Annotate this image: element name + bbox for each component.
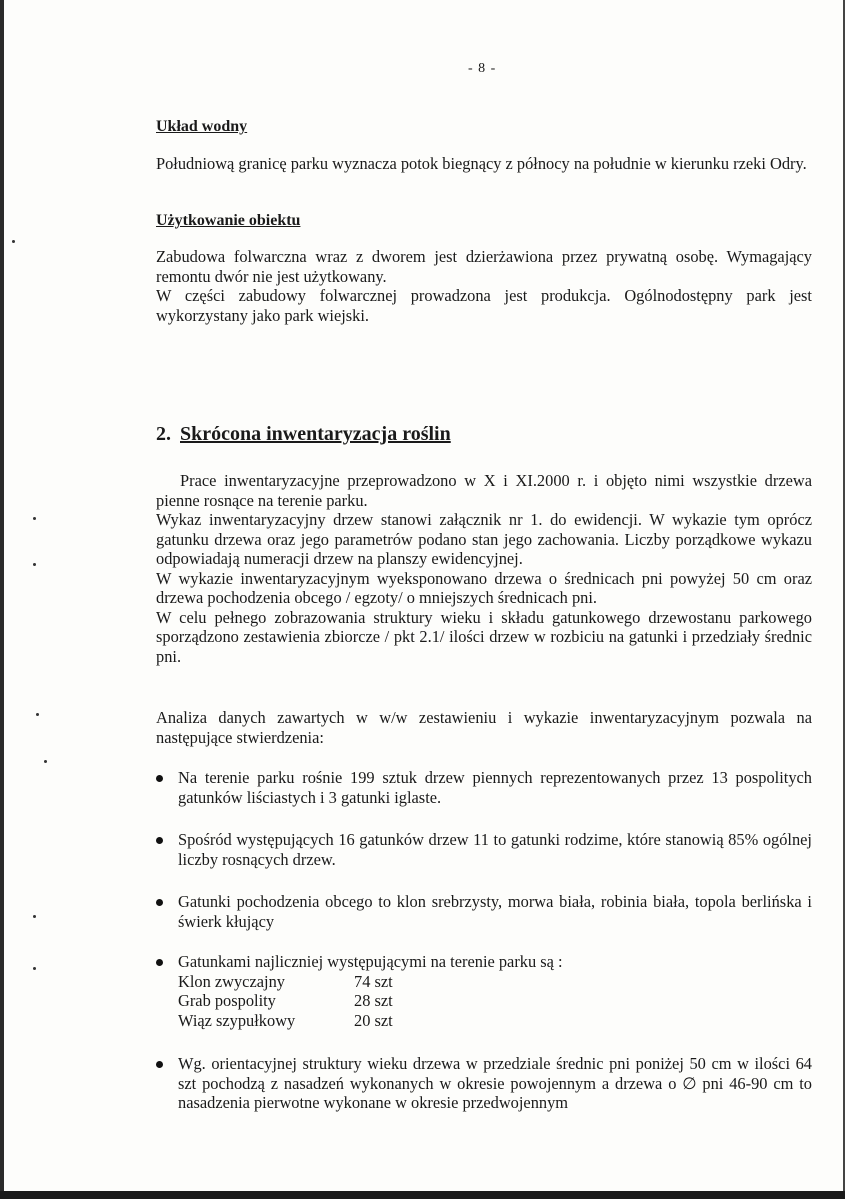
bullet-dot	[156, 837, 163, 844]
scan-speck	[33, 563, 36, 566]
section-inventory-body	[156, 471, 812, 666]
paragraph: Południową granicę parku wyznacza potok biegnący z północy na południe w kierunku rzeki Odry.	[156, 154, 807, 173]
list-item	[156, 768, 812, 807]
species-row	[178, 991, 812, 1011]
species-row	[178, 1011, 812, 1031]
list-item	[156, 892, 812, 931]
bullet-dot	[156, 959, 163, 966]
section-heading: Układ wodny	[156, 118, 248, 135]
section-usage-body	[156, 247, 812, 325]
list-item-text: Wg. orientacyjnej struktury wieku drzewa w przedziale średnic pni poniżej 50 cm w ilości 64 szt pochodzą z nasadzeń wykonanych w okresie powojennym a drzewa o ∅ pni 46-90 cm to nasadzenia pierwotne wykonane w okresie przedwojennym	[178, 1054, 812, 1112]
list-item	[156, 1054, 812, 1113]
species-count: 74 szt	[354, 971, 393, 991]
scan-speck	[33, 517, 36, 520]
section-inventory-heading	[156, 425, 451, 445]
list-item-text: Gatunkami najliczniej występującymi na terenie parku są :	[178, 952, 563, 971]
paragraph: Zabudowa folwarczna wraz z dworem jest dzierżawiona przez prywatną osobę. Wymagający remontu dwór nie jest użytkowany.	[156, 247, 812, 286]
species-name: Grab pospolity	[178, 991, 276, 1010]
list-item-text: Gatunki pochodzenia obcego to klon srebrzysty, morwa biała, robinia biała, topola berlińska i świerk kłujący	[178, 892, 812, 931]
paragraph: Wykaz inwentaryzacyjny drzew stanowi załącznik nr 1. do ewidencji. W wykazie tym oprócz gatunku drzewa oraz jego parametrów podano stan jego zachowania. Liczby porządkowe wykazu odpowiadają numeracji drzew na planszy ewidencyjnej.	[156, 510, 812, 568]
analysis-intro	[156, 708, 812, 747]
list-item-text: Spośród występujących 16 gatunków drzew 11 to gatunki rodzime, które stanowią 85% ogólnej liczby rosnących drzew.	[178, 830, 812, 869]
section-usage	[156, 211, 812, 231]
bullet-dot	[156, 775, 163, 782]
scan-border-bottom	[0, 1191, 845, 1199]
paragraph: Analiza danych zawartych w w/w zestawieniu i wykazie inwentaryzacyjnym pozwala na następujące stwierdzenia:	[156, 708, 812, 747]
scan-speck	[33, 915, 36, 918]
species-table	[178, 972, 812, 1031]
bullet-dot	[156, 1061, 163, 1068]
paragraph: W części zabudowy folwarcznej prowadzona jest produkcja. Ogólnodostępny park jest wykorzystany jako park wiejski.	[156, 286, 812, 325]
section-heading: Użytkowanie obiektu	[156, 212, 301, 229]
species-row	[178, 972, 812, 992]
species-name: Wiąz szypułkowy	[178, 1010, 296, 1030]
scan-border-left	[0, 0, 4, 1199]
section-number: 2.	[156, 423, 171, 445]
species-name: Klon zwyczajny	[178, 971, 285, 991]
species-count: 28 szt	[354, 991, 393, 1010]
section-water	[156, 117, 812, 137]
list-item	[156, 830, 812, 869]
section-water-body	[156, 154, 812, 174]
paragraph: Prace inwentaryzacyjne przeprowadzono w X i XI.2000 r. i objęto nimi wszystkie drzewa pienne rosnące na terenie parku.	[156, 471, 812, 510]
scan-speck	[12, 240, 15, 243]
bullet-dot	[156, 899, 163, 906]
species-count: 20 szt	[354, 1010, 393, 1030]
paragraph: W celu pełnego zobrazowania struktury wieku i składu gatunkowego drzewostanu parkowego sporządzono zestawienia zbiorcze / pkt 2.1/ ilości drzew w rozbiciu na gatunki i przedziały średnic pni.	[156, 607, 812, 666]
page-number: - 8 -	[468, 61, 497, 76]
list-item-common-species	[156, 952, 812, 1030]
scan-speck	[36, 713, 39, 716]
scan-speck	[44, 760, 47, 763]
list-item-text: Na terenie parku rośnie 199 sztuk drzew piennych reprezentowanych przez 13 pospolitych gatunków liściastych i 3 gatunki iglaste.	[178, 768, 812, 807]
paragraph: W wykazie inwentaryzacyjnym wyeksponowano drzewa o średnicach pni powyżej 50 cm oraz drzewa pochodzenia obcego / egzoty/ o mniejszych średnicach pni.	[156, 568, 812, 607]
section-title: Skrócona inwentaryzacja roślin	[180, 423, 451, 445]
scan-speck	[33, 967, 36, 970]
